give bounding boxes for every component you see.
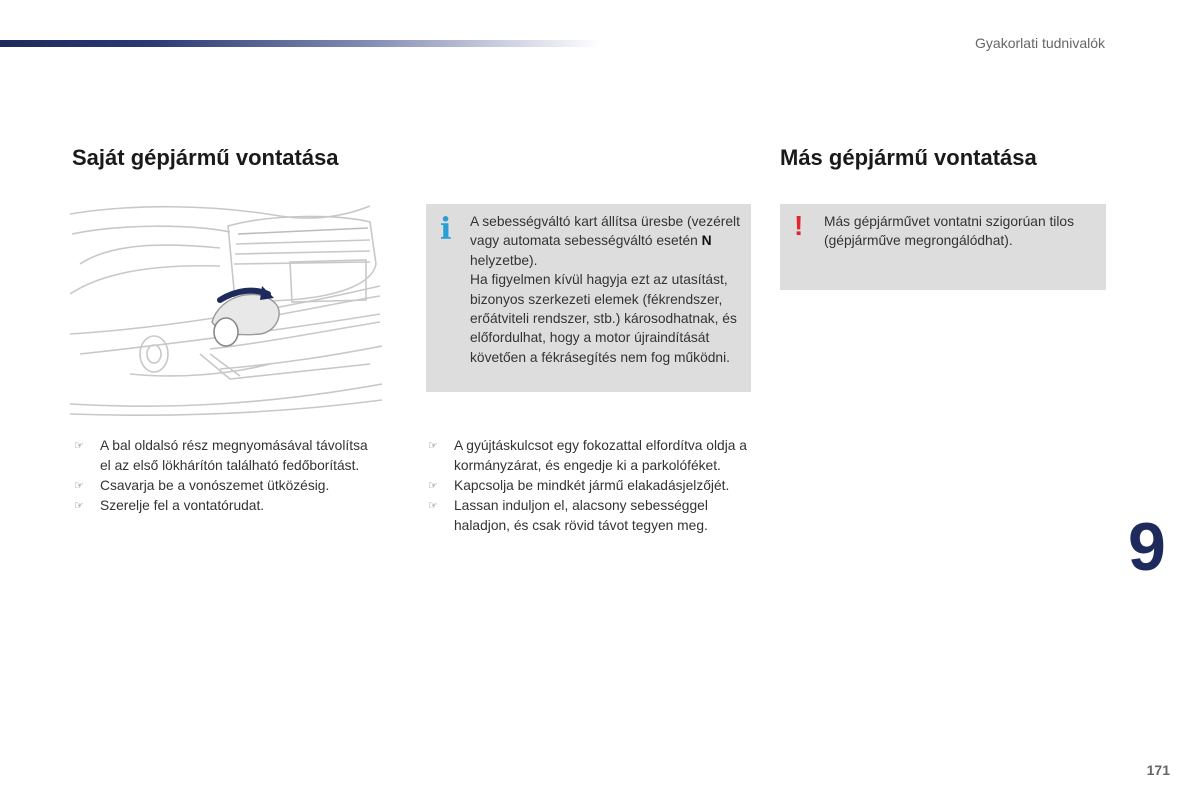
list-item: ☞ Szerelje fel a vontatórudat. (72, 496, 372, 516)
list-item: ☞ Lassan induljon el, alacsony sebességgel haladjon, és csak rövid távot tegyen meg. (428, 498, 708, 533)
pointing-hand-icon: ☞ (74, 440, 84, 452)
section-header: Gyakorlati tudnivalók (975, 35, 1105, 51)
info-icon: i (440, 212, 452, 247)
exclamation-icon: ! (794, 210, 804, 241)
own-vehicle-steps (72, 436, 372, 516)
title-own-vehicle-towing: Saját gépjármű vontatása (72, 145, 339, 170)
warning-box (780, 204, 1106, 290)
pointing-hand-icon: ☞ (428, 440, 438, 452)
pointing-hand-icon: ☞ (428, 500, 438, 512)
info-text-warning: Ha figyelmen kívül hagyja ezt az utasítást, bizonyos szerkezeti elemek (fékrendszer, erőátviteli rendszer, stb.) károsodhatnak, és előfordulhat, hogy a motor újraindítását követően a fékrásegítés nem fog működni. (470, 272, 737, 365)
warning-text: Más gépjárművet vontatni szigorúan tilos (gépjárműve megrongálódhat). (824, 214, 1075, 249)
header-gradient-bar (0, 40, 600, 47)
gear-position-n: N (701, 233, 712, 249)
chapter-number: 9 (1128, 509, 1166, 585)
info-text: A sebességváltó kart állítsa üresbe (vezérelt vagy automata sebességváltó esetén N helyzetbe). Ha figyelmen kívül hagyja ezt az utasítást, bizonyos szerkezeti elemek (fékrendszer, erőátviteli rendszer, stb.) károsodhatnak, és előfordulhat, hogy a motor újraindítását követően a fékrásegítés nem fog működni. (470, 214, 740, 365)
towing-steps (426, 436, 751, 536)
list-item: ☞ Csavarja be a vonószemet ütközésig. (72, 476, 372, 496)
list-item: ☞ Kapcsolja be mindkét jármű elakadásjelzőjét. (426, 476, 751, 496)
pointing-hand-icon: ☞ (74, 480, 84, 492)
list-item: ☞ A gyújtáskulcsot egy fokozattal elfordítva oldja a kormányzárat, és engedje ki a parkolóféket. (428, 438, 747, 473)
pointing-hand-icon: ☞ (74, 500, 84, 512)
info-box (426, 204, 751, 392)
title-other-vehicle-towing: Más gépjármű vontatása (780, 145, 1037, 170)
page-number: 171 (1146, 762, 1170, 778)
car-front-towing-illustration (70, 204, 382, 416)
pointing-hand-icon: ☞ (428, 480, 438, 492)
list-item: ☞ A bal oldalsó rész megnyomásával távolítsa el az első lökhárítón található fedőborítást. (74, 438, 368, 473)
